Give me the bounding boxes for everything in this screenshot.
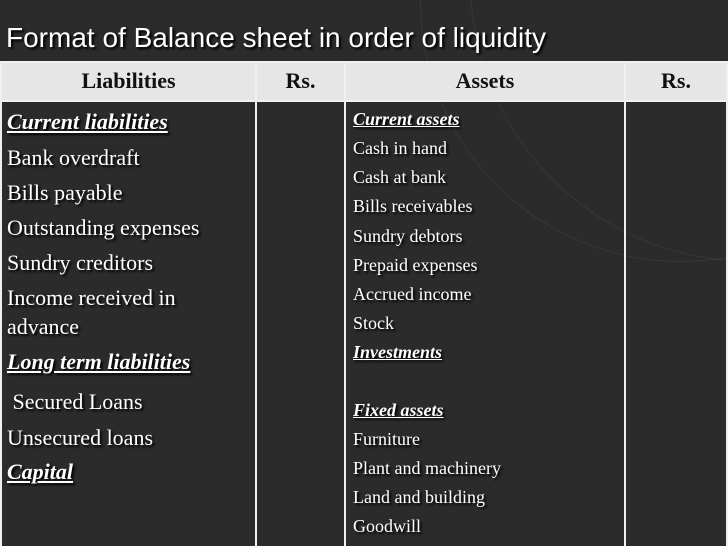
asset-item: Cash in hand xyxy=(353,138,447,158)
header-rs-liabilities: Rs. xyxy=(257,61,344,100)
column-divider xyxy=(624,61,626,546)
liabilities-heading-long-term: Long term liabilities xyxy=(7,349,191,374)
liability-item: Sundry creditors xyxy=(7,250,154,275)
assets-heading-fixed: Fixed assets xyxy=(353,400,444,420)
header-liabilities: Liabilities xyxy=(2,61,255,100)
asset-item: Land and building xyxy=(353,487,485,507)
assets-heading-current: Current assets xyxy=(353,109,460,129)
asset-item: Furniture xyxy=(353,429,420,449)
slide-title: Format of Balance sheet in order of liquidity xyxy=(6,22,547,53)
header-divider xyxy=(0,100,728,102)
header-assets: Assets xyxy=(346,61,624,100)
asset-item: Accrued income xyxy=(353,284,472,304)
column-divider xyxy=(344,61,346,546)
liability-item: advance xyxy=(7,314,80,339)
asset-item: Goodwill xyxy=(353,516,422,536)
liability-item: Bank overdraft xyxy=(7,145,140,170)
assets-heading-investments: Investments xyxy=(353,342,443,362)
asset-item: Plant and machinery xyxy=(353,458,501,478)
balance-sheet-table xyxy=(0,61,728,546)
asset-item: Sundry debtors xyxy=(353,226,463,246)
liability-item: Secured Loans xyxy=(7,389,143,414)
asset-item: Bills receivables xyxy=(353,196,473,216)
asset-item: Prepaid expenses xyxy=(353,255,478,275)
column-divider xyxy=(255,61,257,546)
liability-item: Unsecured loans xyxy=(7,425,154,450)
header-rs-assets: Rs. xyxy=(626,61,726,100)
liabilities-heading-capital: Capital xyxy=(7,459,74,484)
liabilities-heading-current: Current liabilities xyxy=(7,109,168,134)
table-top-border xyxy=(0,61,728,63)
table-left-border xyxy=(0,61,2,546)
asset-item: Cash at bank xyxy=(353,167,446,187)
asset-item: Stock xyxy=(353,313,395,333)
liability-item: Income received in xyxy=(7,285,176,310)
liability-item: Bills payable xyxy=(7,180,123,205)
liability-item: Outstanding expenses xyxy=(7,215,200,240)
